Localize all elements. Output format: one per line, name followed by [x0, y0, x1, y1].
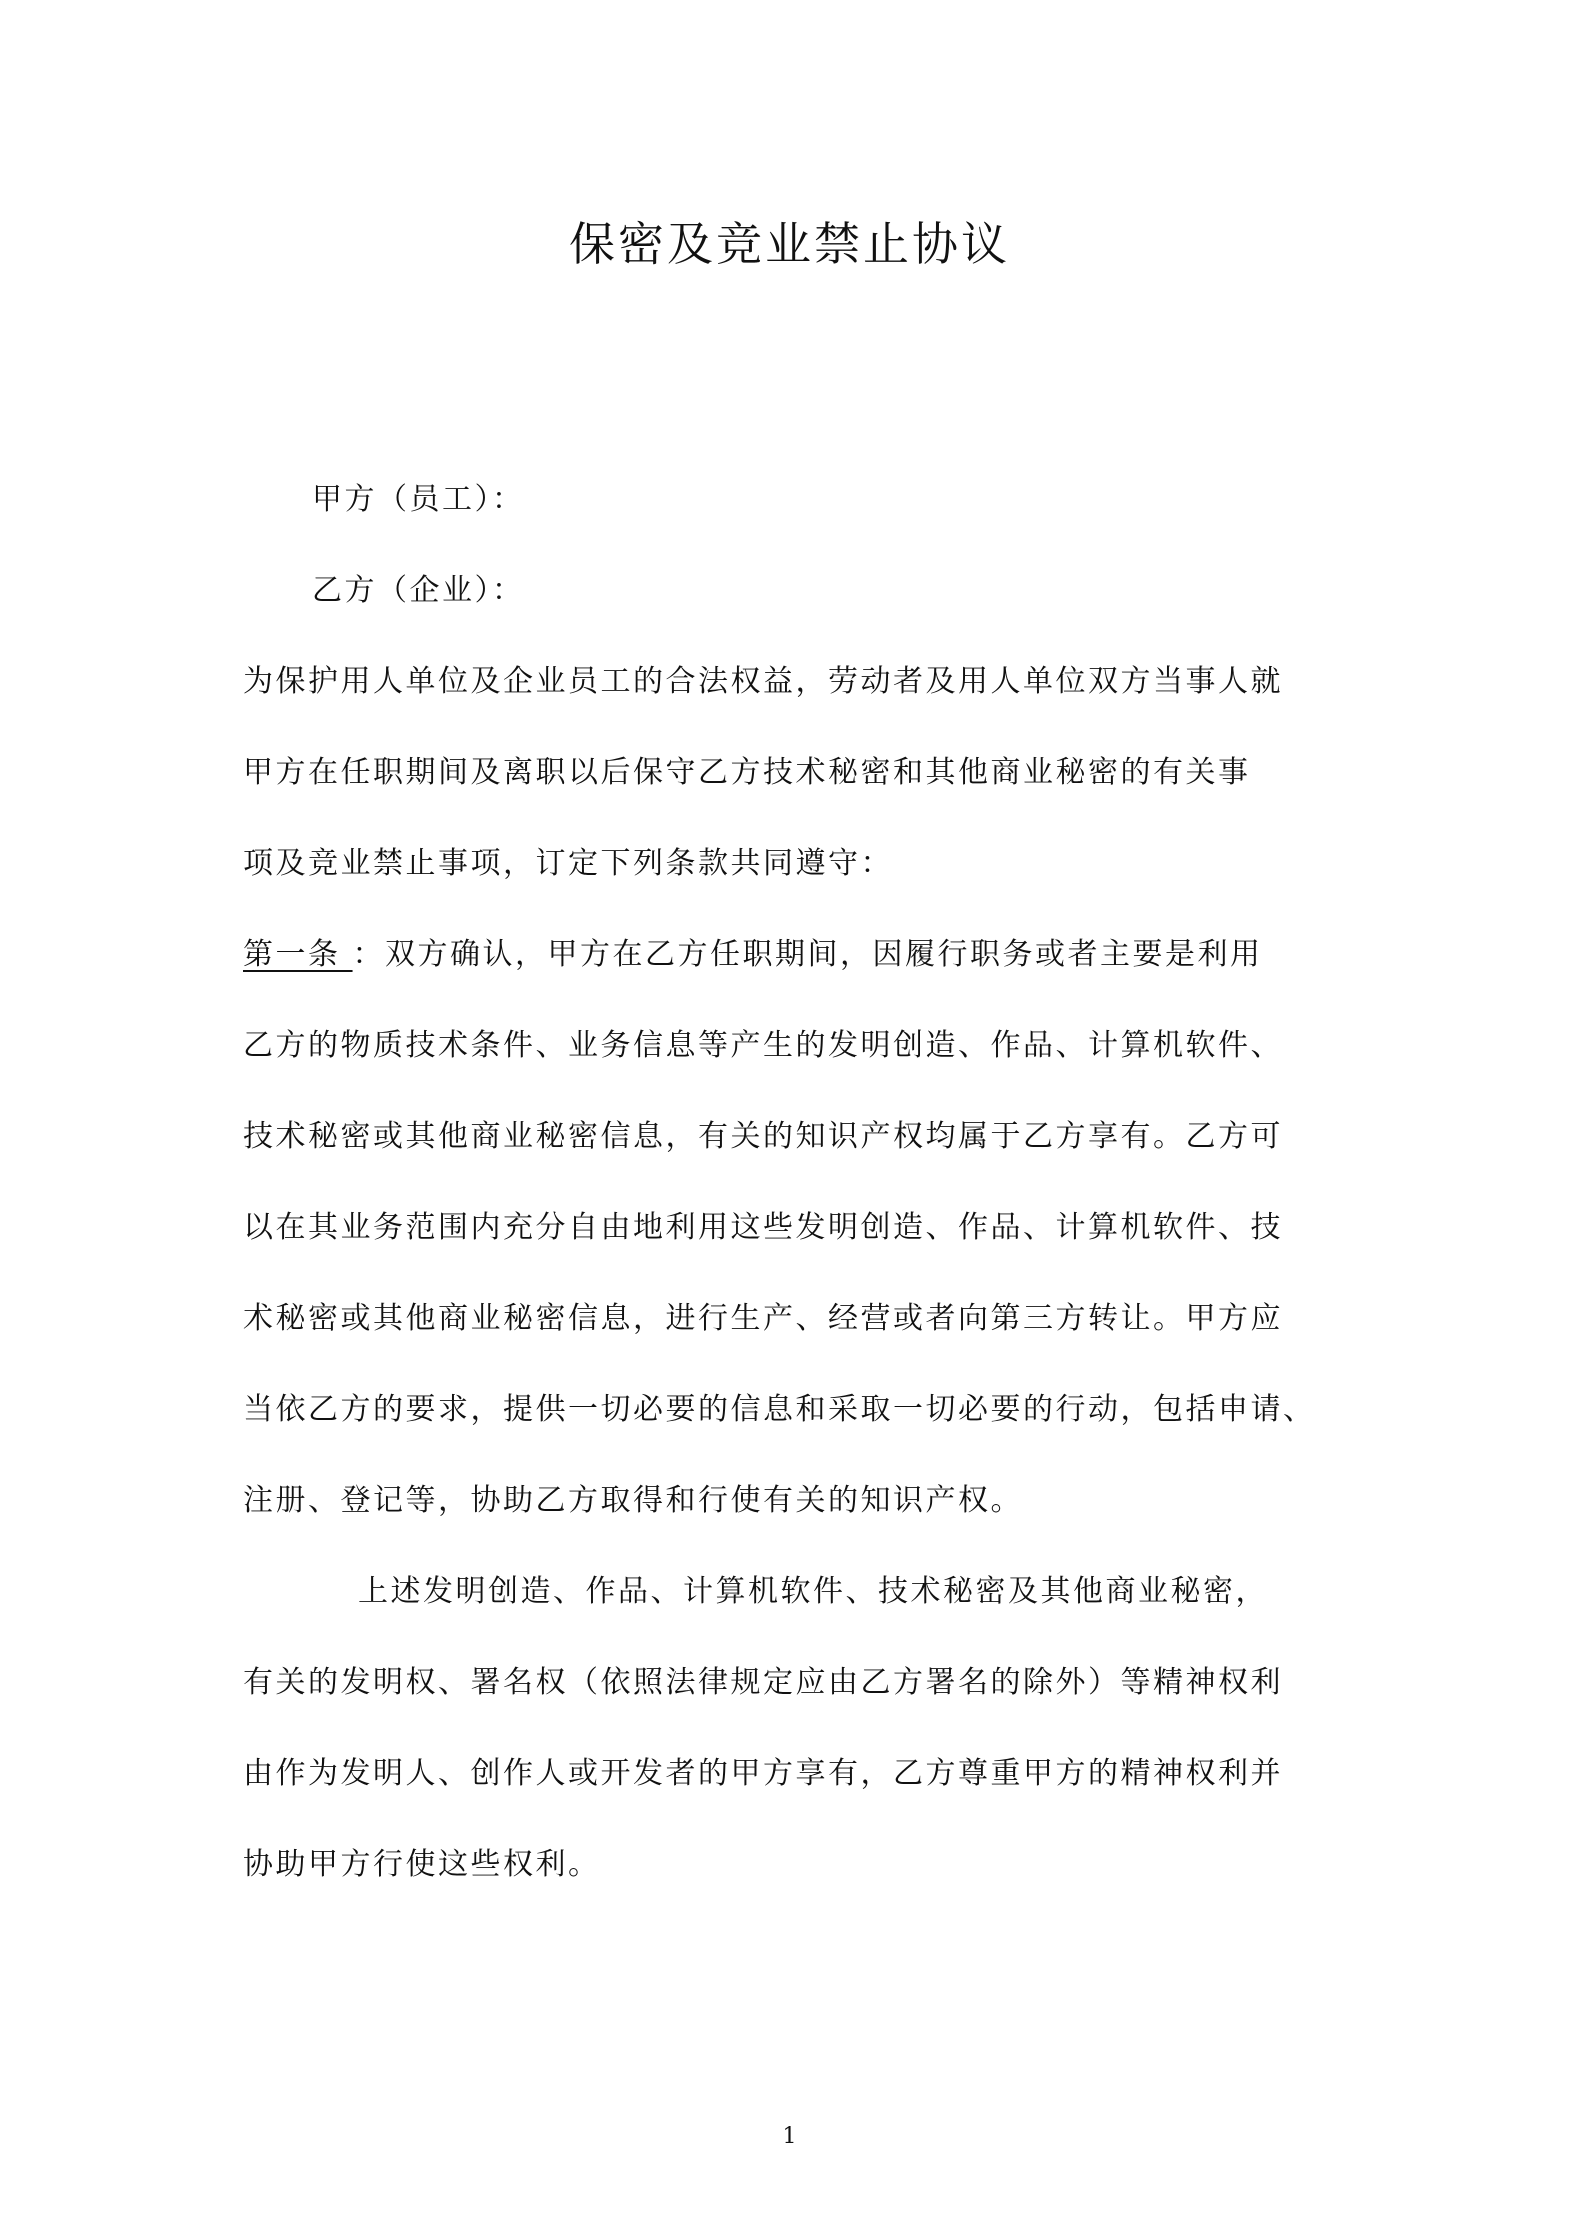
- article-1-line: 技术秘密或其他商业秘密信息，有关的知识产权均属于乙方享有。乙方可: [243, 1119, 1283, 1154]
- article-1-line: 乙方的物质技术条件、业务信息等产生的发明创造、作品、计算机软件、: [243, 1028, 1283, 1063]
- article-1-line: 以在其业务范围内充分自由地利用这些发明创造、作品、计算机软件、技: [243, 1210, 1283, 1245]
- article-1-line: 当依乙方的要求，提供一切必要的信息和采取一切必要的行动，包括申请、: [243, 1392, 1316, 1427]
- preamble-line: 甲方在任职期间及离职以后保守乙方技术秘密和其他商业秘密的有关事: [243, 755, 1251, 790]
- page-number: 1: [782, 2124, 797, 2149]
- paragraph-2-line: 上述发明创造、作品、计算机软件、技术秘密及其他商业秘密，: [358, 1574, 1268, 1609]
- article-1-first-line: [243, 935, 1263, 975]
- paragraph-2-line: 有关的发明权、署名权（依照法律规定应由乙方署名的除外）等精神权利: [243, 1665, 1283, 1700]
- party-b-label: 乙方（企业）：: [312, 573, 525, 608]
- paragraph-2-line: 协助甲方行使这些权利。: [243, 1847, 601, 1882]
- preamble-line: 项及竞业禁止事项，订定下列条款共同遵守：: [243, 846, 893, 881]
- article-1-first-line-text: ：双方确认，甲方在乙方任职期间，因履行职务或者主要是利用: [352, 937, 1263, 972]
- paragraph-2-line: 由作为发明人、创作人或开发者的甲方享有，乙方尊重甲方的精神权利并: [243, 1756, 1283, 1791]
- document-title: 保密及竞业禁止协议: [569, 217, 1010, 271]
- preamble-line: 为保护用人单位及企业员工的合法权益，劳动者及用人单位双方当事人就: [243, 664, 1283, 699]
- article-1-line: 术秘密或其他商业秘密信息，进行生产、经营或者向第三方转让。甲方应: [243, 1301, 1283, 1336]
- party-a-label: 甲方（员工）：: [312, 482, 525, 517]
- article-1-line: 注册、登记等，协助乙方取得和行使有关的知识产权。: [243, 1483, 1023, 1518]
- article-1-heading: 第一条: [243, 937, 353, 972]
